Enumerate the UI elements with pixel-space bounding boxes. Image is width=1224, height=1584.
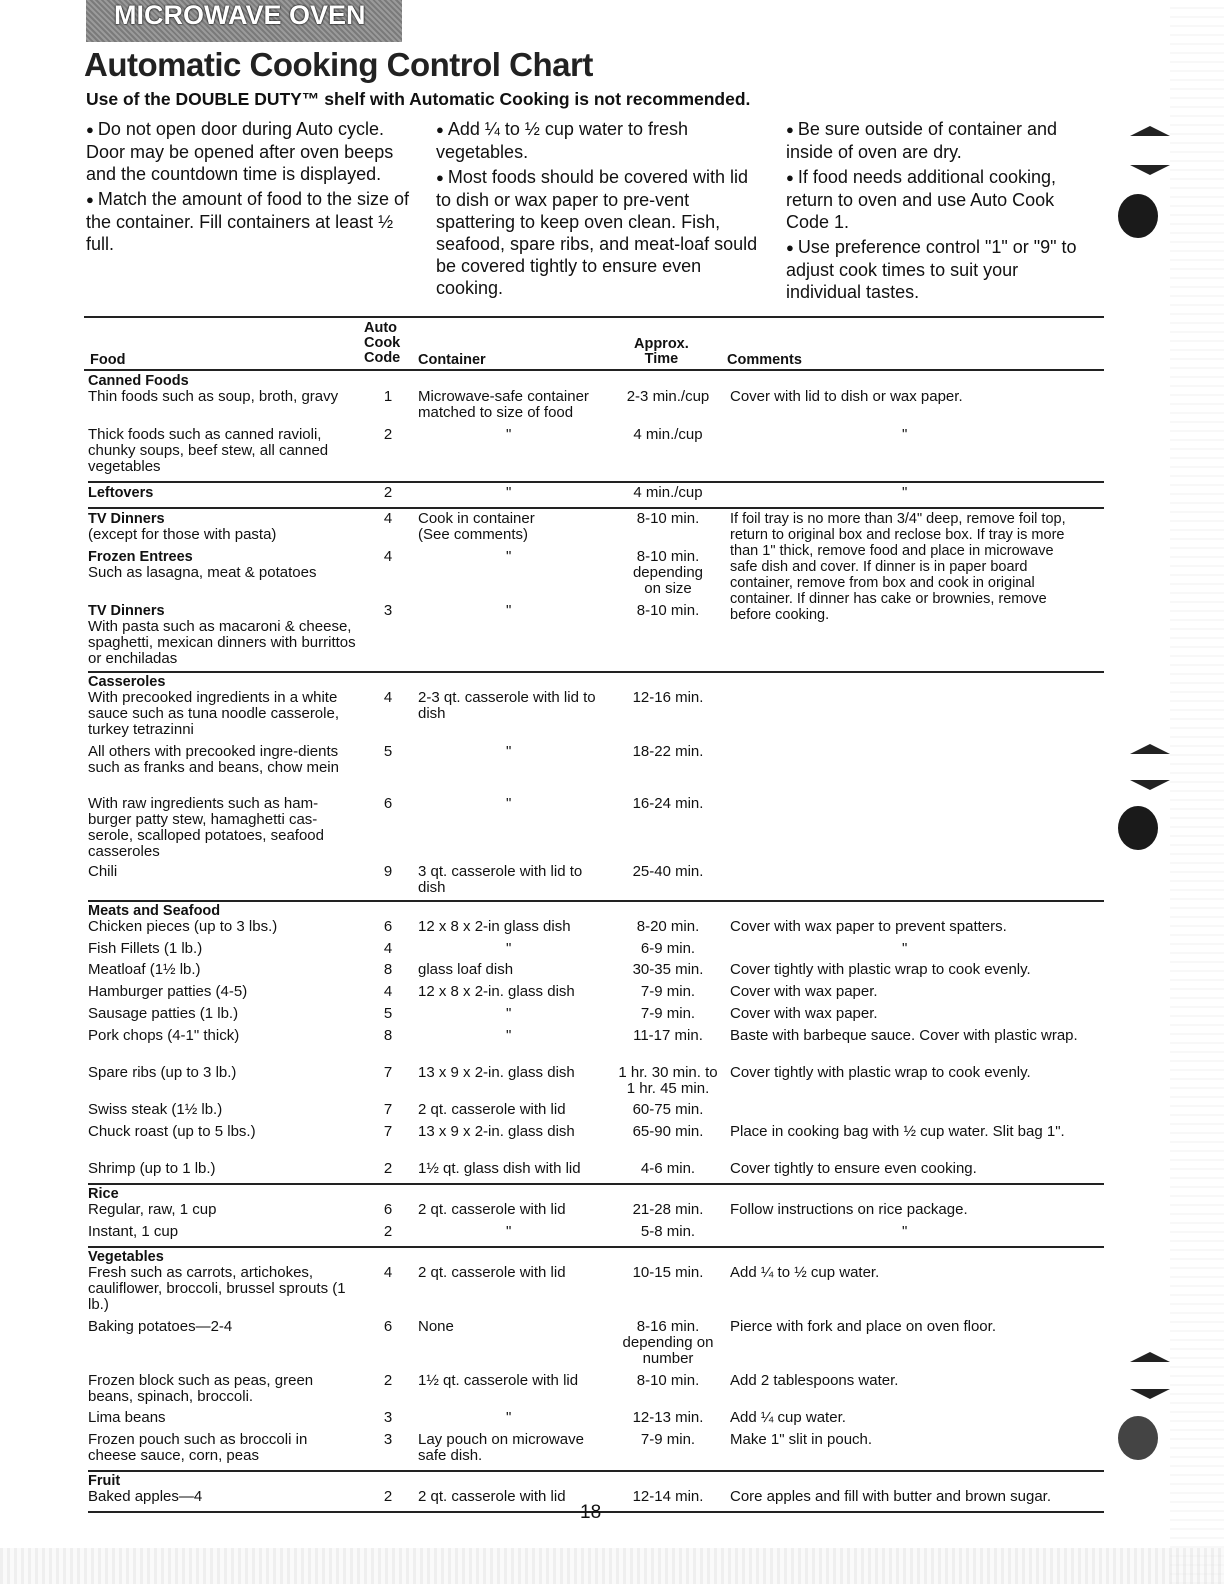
code-cell: 7 [383,1123,393,1140]
code-cell: 4 [383,689,393,706]
food-cell: Sausage patties (1 lb.) [88,1005,239,1022]
table-row [88,1006,1104,1028]
code-cell: 6 [383,1318,393,1335]
table-row [88,1432,1104,1468]
container-cell: 12 x 8 x 2-in glass dish [418,918,571,935]
table-row [88,1028,1104,1065]
container-cell: 1½ qt. casserole with lid [418,1372,579,1389]
chart-section [88,374,1104,483]
food-cell: Spare ribs (up to 3 lb.) [88,1064,237,1081]
food-cell [88,549,358,581]
chart-section [88,904,1104,1185]
comment-cell: Pierce with fork and place on oven floor. [730,1318,996,1335]
food-name: TV Dinners [88,603,165,619]
container-cell: " [506,743,512,760]
intro-tip: ● Use preference control "1" or "9" to adjust cook times to suit your individual tastes. [786,237,1077,302]
section-rule [88,1246,1104,1248]
comment-cell: Cover tightly with plastic wrap to cook evenly. [730,961,1031,978]
code-cell: 8 [383,961,393,978]
chart-section [88,1187,1104,1248]
chart-section [88,675,1104,902]
col-header-time: Approx. Time [634,336,689,367]
code-cell: 2 [383,1372,393,1389]
comment-cell: Cover tightly with plastic wrap to cook evenly. [730,1064,1031,1081]
food-cell: Chuck roast (up to 5 lbs.) [88,1123,256,1140]
time-cell: 12-16 min. [632,689,704,706]
container-cell: 13 x 9 x 2-in. glass dish [418,1064,575,1081]
binder-hole-mark [1118,1416,1158,1460]
container-cell: " [506,548,512,565]
section-rule [88,481,1104,483]
col-header-comments: Comments [727,352,802,368]
food-cell: All others with precooked ingre-dients such as franks and beans, chow mein [88,743,339,776]
container-cell: " [506,426,512,443]
table-top-rule [84,316,1104,318]
time-cell: 8-20 min. [636,918,700,935]
scan-edge-noise [1170,0,1224,1584]
food-cell [88,511,358,543]
code-cell: 2 [383,1223,393,1240]
food-cell: Thick foods such as canned ravioli, chunky soups, beef stew, all canned vegetables [88,426,329,475]
food-cell: Thin foods such as soup, broth, gravy [88,388,339,405]
time-cell: 4 min./cup [633,426,703,443]
code-cell: 3 [383,1409,393,1426]
col-header-food: Food [90,352,126,368]
time-cell: 7-9 min. [640,1431,696,1448]
code-cell: 4 [383,1264,393,1281]
time-cell: 25-40 min. [632,863,704,880]
time-cell: 12-13 min. [632,1409,704,1426]
container-cell: 12 x 8 x 2-in. glass dish [418,983,575,1000]
table-row [88,1065,1104,1102]
time-cell: 8-10 min. [636,602,700,619]
time-cell: 8-10 min. [636,1372,700,1389]
code-cell: 4 [383,983,393,1000]
comment-cell: Add 2 tablespoons water. [730,1372,899,1389]
time-cell: 7-9 min. [640,983,696,1000]
section-rule [88,900,1104,902]
table-row [88,1102,1104,1124]
section-title: Fruit [88,1473,121,1489]
table-row [88,427,1104,479]
food-cell: Baked apples—4 [88,1488,203,1505]
food-cell [88,485,358,501]
table-row [88,1373,1104,1410]
binder-tab-mark [1130,1352,1170,1362]
comment-cell: Cover with wax paper. [730,1005,878,1022]
chart-section [88,485,1104,509]
comment-cell: Cover with lid to dish or wax paper. [730,388,963,405]
table-row [88,962,1104,984]
food-cell: Instant, 1 cup [88,1223,179,1240]
time-cell: 6-9 min. [640,940,696,957]
section-rule [88,1470,1104,1472]
food-name: Frozen Entrees [88,549,193,565]
container-cell: 2 qt. casserole with lid [418,1201,566,1218]
container-cell: " [506,484,512,501]
food-cell: Fish Fillets (1 lb.) [88,940,203,957]
container-cell: 3 qt. casserole with lid to dish [418,863,583,896]
section-title: Rice [88,1186,119,1202]
time-cell: 1 hr. 30 min. to 1 hr. 45 min. [618,1064,718,1097]
intro-tip: ● If food needs additional cooking, return to oven and use Auto Cook Code 1. [786,167,1057,232]
food-cell: Lima beans [88,1409,166,1426]
code-cell: 4 [383,510,393,527]
food-cell: Shrimp (up to 1 lb.) [88,1160,216,1177]
time-cell: 60-75 min. [632,1101,704,1118]
time-cell: 65-90 min. [632,1123,704,1140]
table-row [88,1319,1104,1373]
binder-tab-mark [1130,744,1170,754]
time-cell: 16-24 min. [632,795,704,812]
container-cell: 2 qt. casserole with lid [418,1264,566,1281]
container-cell: 2 qt. casserole with lid [418,1488,566,1505]
food-cell [88,603,358,667]
container-cell: " [506,1223,512,1240]
food-cell: Chili [88,863,118,880]
code-cell: 4 [383,548,393,565]
col-header-container: Container [418,352,486,368]
time-cell: 12-14 min. [632,1488,704,1505]
food-cell: Fresh such as carrots, artichokes, cauliflower, broccoli, brussel sprouts (1 lb.) [88,1264,346,1313]
food-cell: Meatloaf (1½ lb.) [88,961,201,978]
binder-hole-mark [1118,806,1158,850]
food-cell: Pork chops (4-1" thick) [88,1027,240,1044]
comment-cell: Make 1" slit in pouch. [730,1431,873,1448]
container-cell: 13 x 9 x 2-in. glass dish [418,1123,575,1140]
time-cell: 8-10 min. [636,510,700,527]
code-cell: 1 [383,388,393,405]
container-cell: " [506,602,512,619]
chart-section [88,511,1104,673]
food-desc: (except for those with pasta) [88,526,277,543]
intro-tip: ● Match the amount of food to the size of the container. Fill containers at least ½ full. [86,189,410,254]
food-cell: Frozen block such as peas, green beans, spinach, broccoli. [88,1372,314,1405]
page-title: Automatic Cooking Control Chart [84,46,593,83]
food-cell: Baking potatoes—2-4 [88,1318,233,1335]
code-cell: 2 [383,426,393,443]
container-cell: 1½ qt. glass dish with lid [418,1160,581,1177]
table-row [88,1265,1104,1319]
time-cell: 10-15 min. [632,1264,704,1281]
code-cell: 5 [383,1005,393,1022]
food-cell: Chicken pieces (up to 3 lbs.) [88,918,278,935]
table-row [88,549,1104,603]
time-cell: 30-35 min. [632,961,704,978]
food-cell: Hamburger patties (4-5) [88,983,248,1000]
intro-tip: ● Be sure outside of container and inside of oven are dry. [786,119,1058,162]
binder-tab-mark [1130,165,1170,175]
code-cell: 2 [383,1488,393,1505]
table-row [88,864,1104,898]
food-cell: Swiss steak (1½ lb.) [88,1101,223,1118]
table-row [88,603,1104,669]
time-cell: 4-6 min. [640,1160,696,1177]
code-cell: 5 [383,743,393,760]
comment-cell: Cover with wax paper to prevent spatters. [730,918,1007,935]
page-subtitle: Use of the DOUBLE DUTY™ shelf with Automatic Cooking is not recommended. [86,89,751,109]
comment-cell: " [902,940,908,957]
table-row [88,1202,1104,1224]
food-cell: With precooked ingredients in a white sauce such as tuna noodle casserole, turkey tetrazinni [88,689,339,738]
food-desc: With pasta such as macaroni & cheese, spaghetti, mexican dinners with burrittos or enchiladas [88,618,356,667]
container-cell: 2-3 qt. casserole with lid to dish [418,689,596,722]
col-header-code: Auto Cook Code [364,320,401,366]
section-title: Canned Foods [88,373,189,389]
binder-tab-mark [1130,126,1170,136]
comment-cell: Follow instructions on rice package. [730,1201,968,1218]
container-cell: glass loaf dish [418,961,514,978]
binder-tab-mark [1130,780,1170,790]
comment-cell: Place in cooking bag with ½ cup water. Slit bag 1". [730,1123,1065,1140]
table-row [88,919,1104,941]
section-rule [88,507,1104,509]
comment-cell: Add ¼ cup water. [730,1409,846,1426]
table-row [88,1224,1104,1244]
section-rule [88,671,1104,673]
container-cell: None [418,1318,454,1335]
food-cell: Regular, raw, 1 cup [88,1201,217,1218]
code-cell: 8 [383,1027,393,1044]
food-cell: Frozen pouch such as broccoli in cheese sauce, corn, peas [88,1431,308,1464]
time-cell: 11-17 min. [633,1027,703,1044]
table-row [88,796,1104,864]
table-row [88,1410,1104,1432]
container-cell: " [506,795,512,812]
table-row [88,1124,1104,1161]
time-cell: 7-9 min. [640,1005,696,1022]
comment-cell: Cover with wax paper. [730,983,878,1000]
food-desc: Such as lasagna, meat & potatoes [88,564,317,581]
container-cell: " [506,1005,512,1022]
comment-cell: " [902,426,908,443]
binder-hole-mark [1118,194,1158,238]
intro-tip: ● Most foods should be covered with lid to dish or wax paper to pre-vent spattering to keep oven clean. Fish, seafood, spare ribs, and meat-loaf sould be covered tightly to ensure even cooking. [436,167,758,298]
table-header-rule [84,369,1104,371]
food-name: TV Dinners [88,511,165,527]
code-cell: 4 [383,940,393,957]
code-cell: 6 [383,795,393,812]
table-row [88,1161,1104,1181]
scan-bottom-noise [0,1548,1224,1584]
comment-cell: " [902,484,908,501]
code-cell: 6 [383,918,393,935]
intro-column-3 [786,118,1096,306]
comment-cell: Add ¼ to ½ cup water. [730,1264,880,1281]
comment-cell: Core apples and fill with butter and brown sugar. [730,1488,1052,1505]
intro-column-2 [436,118,766,302]
table-row [88,485,1104,505]
code-cell: 3 [383,602,393,619]
food-cell: With raw ingredients such as ham-burger patty stew, hamaghetti cas-serole, scalloped potatoes, seafood casseroles [88,795,324,860]
table-row [88,389,1104,427]
time-cell: 2-3 min./cup [626,388,710,405]
time-cell: 5-8 min. [640,1223,696,1240]
container-cell: Lay pouch on microwave safe dish. [418,1431,584,1464]
container-cell: " [506,1409,512,1426]
container-cell: 2 qt. casserole with lid [418,1101,566,1118]
time-cell: 8-16 min. depending on number [622,1318,714,1367]
comment-cell: If foil tray is no more than 3/4" deep, remove foil top, return to original box and reclose box. If tray is more than 1" thick, remove food and place in microwave safe dish and cover. If dinner is in paper board container, remove from box and cook in original container. If dinner has cake or brownies, remove before cooking. [730,511,1066,623]
code-cell: 2 [383,484,393,501]
table-row [88,941,1104,962]
time-cell: 21-28 min. [632,1201,704,1218]
code-cell: 7 [383,1101,393,1118]
container-cell: " [506,940,512,957]
binder-tab-mark [1130,1389,1170,1399]
container-cell: Cook in container (See comments) [418,510,535,543]
container-cell: " [506,1027,512,1044]
container-cell: Microwave-safe container matched to size of food [418,388,589,421]
cooking-chart-table [88,374,1104,1515]
section-title: Casseroles [88,674,166,690]
intro-tip: ● Do not open door during Auto cycle. Door may be opened after oven beeps and the countdown time is displayed. [86,119,394,184]
section-title: Leftovers [88,485,154,501]
time-cell: 18-22 min. [632,743,704,760]
page-number: 18 [580,1502,602,1523]
code-cell: 7 [383,1064,393,1081]
comment-cell: Baste with barbeque sauce. Cover with plastic wrap. [730,1027,1078,1044]
table-row [88,744,1104,796]
section-title: Meats and Seafood [88,903,221,919]
intro-column-1 [86,118,411,258]
time-cell: 8-10 min. depending on size [632,548,704,597]
time-cell: 4 min./cup [633,484,703,501]
code-cell: 9 [383,863,393,880]
comment-cell: " [902,1223,908,1240]
section-banner: MICROWAVE OVEN [86,0,402,42]
section-title: Vegetables [88,1249,164,1265]
section-rule [88,1183,1104,1185]
table-row [88,690,1104,744]
code-cell: 2 [383,1160,393,1177]
chart-section [88,1250,1104,1472]
intro-tip: ● Add ¼ to ½ cup water to fresh vegetables. [436,119,688,162]
table-row [88,984,1104,1006]
code-cell: 3 [383,1431,393,1448]
code-cell: 6 [383,1201,393,1218]
comment-cell: Cover tightly to ensure even cooking. [730,1160,977,1177]
